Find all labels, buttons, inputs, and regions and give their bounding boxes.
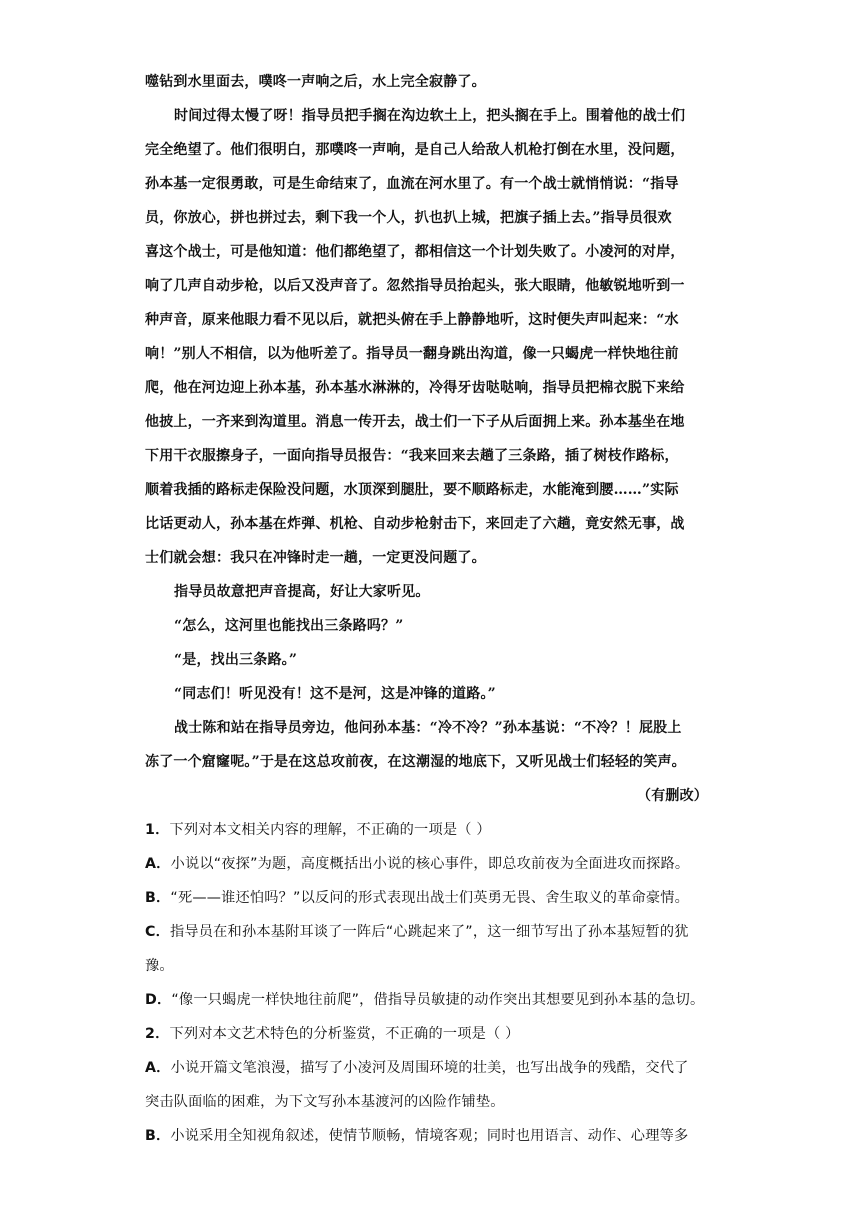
story-line: 冻了一个窟窿呢。”于是在这总攻前夜，在这潮湿的地底下，又听见战士们轻轻的笑声。 [145,754,686,770]
story-line: 响了几声自动步枪，以后又没声音了。忽然指导员抬起头，张大眼睛，他敏锐地听到一 [145,278,685,294]
option-a[interactable] [145,854,717,874]
question-number: 1． [145,822,170,838]
story-line: “怎么，这河里也能找出三条路吗？” [174,618,404,634]
option-a-continued: 突击队面临的困难，为下文写孙本基渡河的凶险作铺垫。 [145,1094,505,1110]
story-line: 顺着我插的路标走保险没问题，水顶深到腿肚，要不顺路标走，水能淹到腰……”实际 [145,482,679,498]
option-c-continued: 豫。 [145,958,174,974]
option-b[interactable] [145,1126,717,1146]
option-a[interactable] [145,1058,717,1078]
story-line: 下用干衣服擦身子，一面向指导员报告：“我来回来去趟了三条路，插了树枝作路标， [145,448,679,464]
question-text: 下列对本文相关内容的理解，不正确的一项是（ ） [169,822,491,838]
story-line: 他披上，一齐来到沟道里。消息一传开去，战士们一下子从后面拥上来。孙本基坐在地 [145,414,685,430]
option-d[interactable] [145,990,717,1010]
question-text: 下列对本文艺术特色的分析鉴赏，不正确的一项是（ ） [169,1026,520,1042]
option-label: D． [145,992,172,1008]
question-2-stem [145,1024,717,1044]
question-1-stem [145,820,717,840]
story-line: 比话更动人，孙本基在炸弹、机枪、自动步枪射击下，来回走了六趟，竟安然无事，战 [145,516,685,532]
option-label: C． [145,924,170,940]
source-note: （有删改） [637,788,708,804]
story-line: 噬钻到水里面去，噗咚一声响之后，水上完全寂静了。 [145,74,486,90]
option-c[interactable] [145,922,717,942]
option-text: 小说采用全知视角叙述，使情节顺畅，情境客观；同时也用语言、动作、心理等多 [170,1128,689,1144]
story-line: 爬，他在河边迎上孙本基，孙本基水淋淋的，冷得牙齿哒哒响，指导员把棉衣脱下来给 [145,380,685,396]
story-line: “同志们！听见没有！这不是河，这是冲锋的道路。” [174,686,496,702]
option-label: B． [145,1128,171,1144]
story-line: 种声音，原来他眼力看不见以后，就把头俯在手上静静地听，这时便失声叫起来：“水 [145,312,679,328]
option-text: “死——谁还怕吗？”以反问的形式表现出战士们英勇无畏、舍生取义的革命豪情。 [170,890,690,906]
story-line: 时间过得太慢了呀！指导员把手搁在沟边软土上，把头搁在手上。围着他的战士们 [174,108,686,124]
story-line: 完全绝望了。他们很明白，那噗咚一声响，是自己人给敌人机枪打倒在水里，没问题， [145,142,685,158]
story-line: “是，找出三条路。” [174,652,298,668]
story-line: 士们就会想：我只在冲锋时走一趟，一定更没问题了。 [145,550,486,566]
option-text: 指导员在和孙本基附耳谈了一阵后“心跳起来了”，这一细节写出了孙本基短暂的犹 [170,924,689,940]
question-number: 2． [145,1026,170,1042]
story-line: 喜这个战士，可是他知道：他们都绝望了，都相信这一个计划失败了。小凌河的对岸， [145,244,685,260]
story-line: 孙本基一定很勇敢，可是生命结束了，血流在河水里了。有一个战士就悄悄说：“指导 [145,176,679,192]
option-label: A． [145,856,171,872]
story-line: 战士陈和站在指导员旁边，他问孙本基：“冷不冷？”孙本基说：“不冷？！屁股上 [174,720,682,736]
option-text: “像一只蝎虎一样快地往前爬”，借指导员敏捷的动作突出其想要见到孙本基的急切。 [171,992,705,1008]
option-label: B． [145,890,171,906]
story-line: 指导员故意把声音提高，好让大家听见。 [174,584,430,600]
option-text: 小说以“夜探”为题，高度概括出小说的核心事件，即总攻前夜为全面进攻而探路。 [170,856,690,872]
story-line: 员，你放心，拼也拼过去，剩下我一个人，扒也扒上城，把旗子插上去。”指导员很欢 [145,210,672,226]
option-b[interactable] [145,888,717,908]
option-label: A． [145,1060,171,1076]
option-text: 小说开篇文笔浪漫，描写了小凌河及周围环境的壮美，也写出战争的残酷，交代了 [170,1060,689,1076]
story-line: 响！”别人不相信，以为他听差了。指导员一翻身跳出沟道，像一只蝎虎一样快地往前 [145,346,679,362]
